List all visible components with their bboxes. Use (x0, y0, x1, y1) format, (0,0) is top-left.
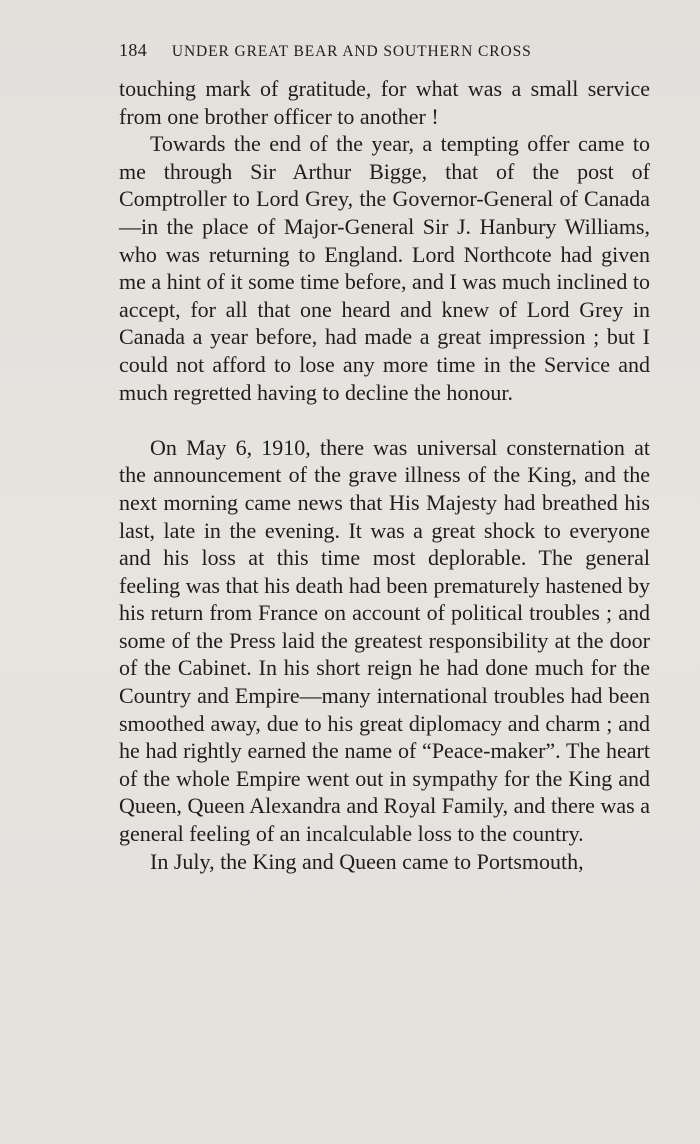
running-title: UNDER GREAT BEAR AND SOUTHERN CROSS (171, 43, 532, 60)
page-number: 184 (119, 40, 148, 60)
paragraph-comptroller-offer: Towards the end of the year, a tempting offer came to me through Sir Arthur Bigge, that of the post of Comptroller to Lord Grey, the Governor-General of Canada—in the place of Major-General Sir J. Hanbury Williams, who was returning to England. Lord Northcote had given me a hint of it some time before, and I was much inclined to accept, for all that one heard and knew of Lord Grey in Canada a year before, had made a great impression ; but I could not afford to lose any more time in the Service and much regretted having to decline the honour. (119, 131, 650, 405)
page-header (119, 40, 581, 61)
page-body (119, 75, 650, 875)
paragraph-death-of-king: On May 6, 1910, there was universal consternation at the announcement of the grave illness of the King, and the next morning came news that His Majesty had breathed his last, late in the evening. It was a great shock to everyone and his loss at this time most deplorable. The general feeling was that his death had been prematurely hastened by his return from France on account of political troubles ; and some of the Press laid the greatest responsibility at the door of the Cabinet. In his short reign he had done much for the Country and Empire—many international troubles had been smoothed away, due to his great diplomacy and charm ; and he had rightly earned the name of “Peace-maker”. The heart of the whole Empire went out in sympathy for the King and Queen, Queen Alexandra and Royal Family, and there was a general feeling of an incalculable loss to the country. (119, 434, 650, 847)
paragraph-continuation: touching mark of gratitude, for what was a small service from one brother officer to another ! (119, 76, 650, 129)
paragraph-july-portsmouth: In July, the King and Queen came to Portsmouth, (150, 848, 584, 874)
